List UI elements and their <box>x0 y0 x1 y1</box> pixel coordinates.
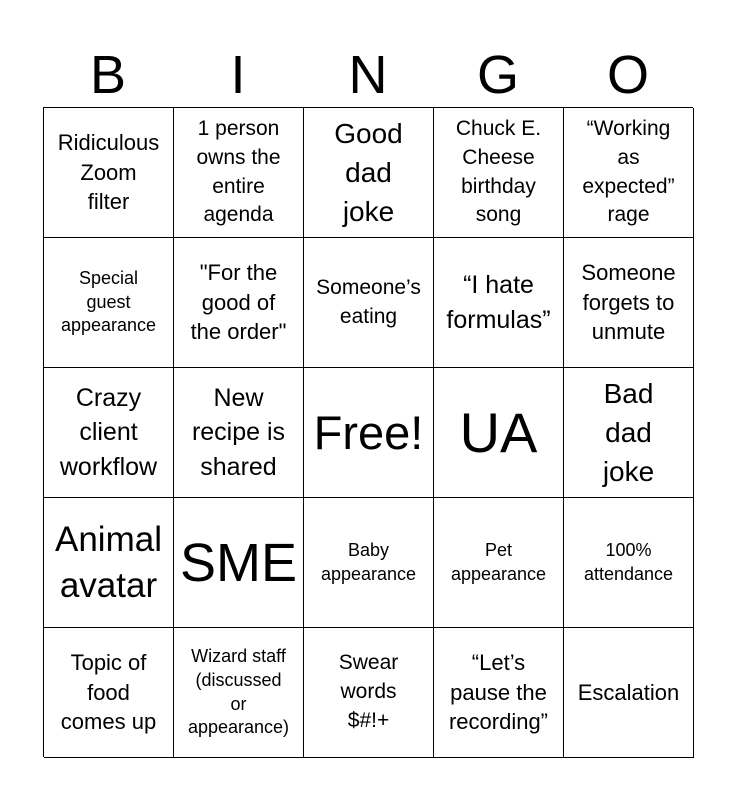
bingo-cell <box>174 498 304 628</box>
cell-text: Someone forgets to unmute <box>581 259 676 345</box>
cell-text: Wizard staff (discussed or appearance) <box>187 646 290 738</box>
bingo-cell <box>434 368 564 498</box>
bingo-header <box>43 44 693 106</box>
bingo-cell <box>564 108 694 238</box>
bingo-cell <box>564 368 694 498</box>
cell-text: 100% attendance <box>583 539 674 584</box>
bingo-cell <box>434 628 564 758</box>
bingo-cell <box>304 498 434 628</box>
cell-text: 1 person owns the entire agenda <box>196 116 281 227</box>
header-letter-o: O <box>606 45 649 105</box>
cell-text: Good dad joke <box>334 117 403 228</box>
bingo-cell <box>44 498 174 628</box>
cell-text: New recipe is shared <box>191 383 286 481</box>
header-letter-i: I <box>230 45 246 105</box>
bingo-cell <box>44 238 174 368</box>
bingo-cell <box>44 628 174 758</box>
cell-text: Swear words $#!+ <box>338 651 399 732</box>
cell-text: "For the good of the order" <box>190 259 287 345</box>
cell-text: Topic of food comes up <box>60 649 157 735</box>
bingo-cell <box>564 628 694 758</box>
header-letter-g: G <box>476 45 519 105</box>
cell-text: Ridiculous Zoom filter <box>57 129 160 215</box>
header-letter-n: N <box>348 45 388 105</box>
bingo-cell-free <box>304 368 434 498</box>
cell-text: Special guest appearance <box>60 267 157 336</box>
bingo-cell <box>304 238 434 368</box>
bingo-cell <box>44 368 174 498</box>
cell-text: Bad dad joke <box>602 377 655 488</box>
bingo-cell <box>304 628 434 758</box>
bingo-cell <box>564 238 694 368</box>
cell-text: Free! <box>313 406 424 459</box>
bingo-cell <box>304 108 434 238</box>
bingo-cell <box>434 108 564 238</box>
cell-text: Escalation <box>577 679 680 705</box>
cell-text: Someone’s eating <box>316 275 421 328</box>
bingo-cell <box>174 628 304 758</box>
header-letter-b: B <box>89 45 127 105</box>
cell-text: Crazy client workflow <box>59 383 158 481</box>
bingo-cell <box>434 498 564 628</box>
bingo-cell <box>174 108 304 238</box>
cell-text: Baby appearance <box>320 539 417 584</box>
bingo-cell <box>174 238 304 368</box>
cell-text: Pet appearance <box>450 539 547 584</box>
cell-text: Chuck E. Cheese birthday song <box>455 116 542 227</box>
cell-text: UA <box>459 400 538 464</box>
bingo-cell <box>174 368 304 498</box>
cell-text: “Working as expected” rage <box>582 116 675 227</box>
bingo-cell <box>564 498 694 628</box>
bingo-cell <box>434 238 564 368</box>
cell-text: Animal avatar <box>55 520 162 605</box>
cell-text: “Let’s pause the recording” <box>448 649 549 735</box>
bingo-cell <box>44 108 174 238</box>
cell-text: “I hate formulas” <box>446 271 551 334</box>
bingo-board <box>43 107 693 757</box>
cell-text: SME <box>179 532 298 593</box>
